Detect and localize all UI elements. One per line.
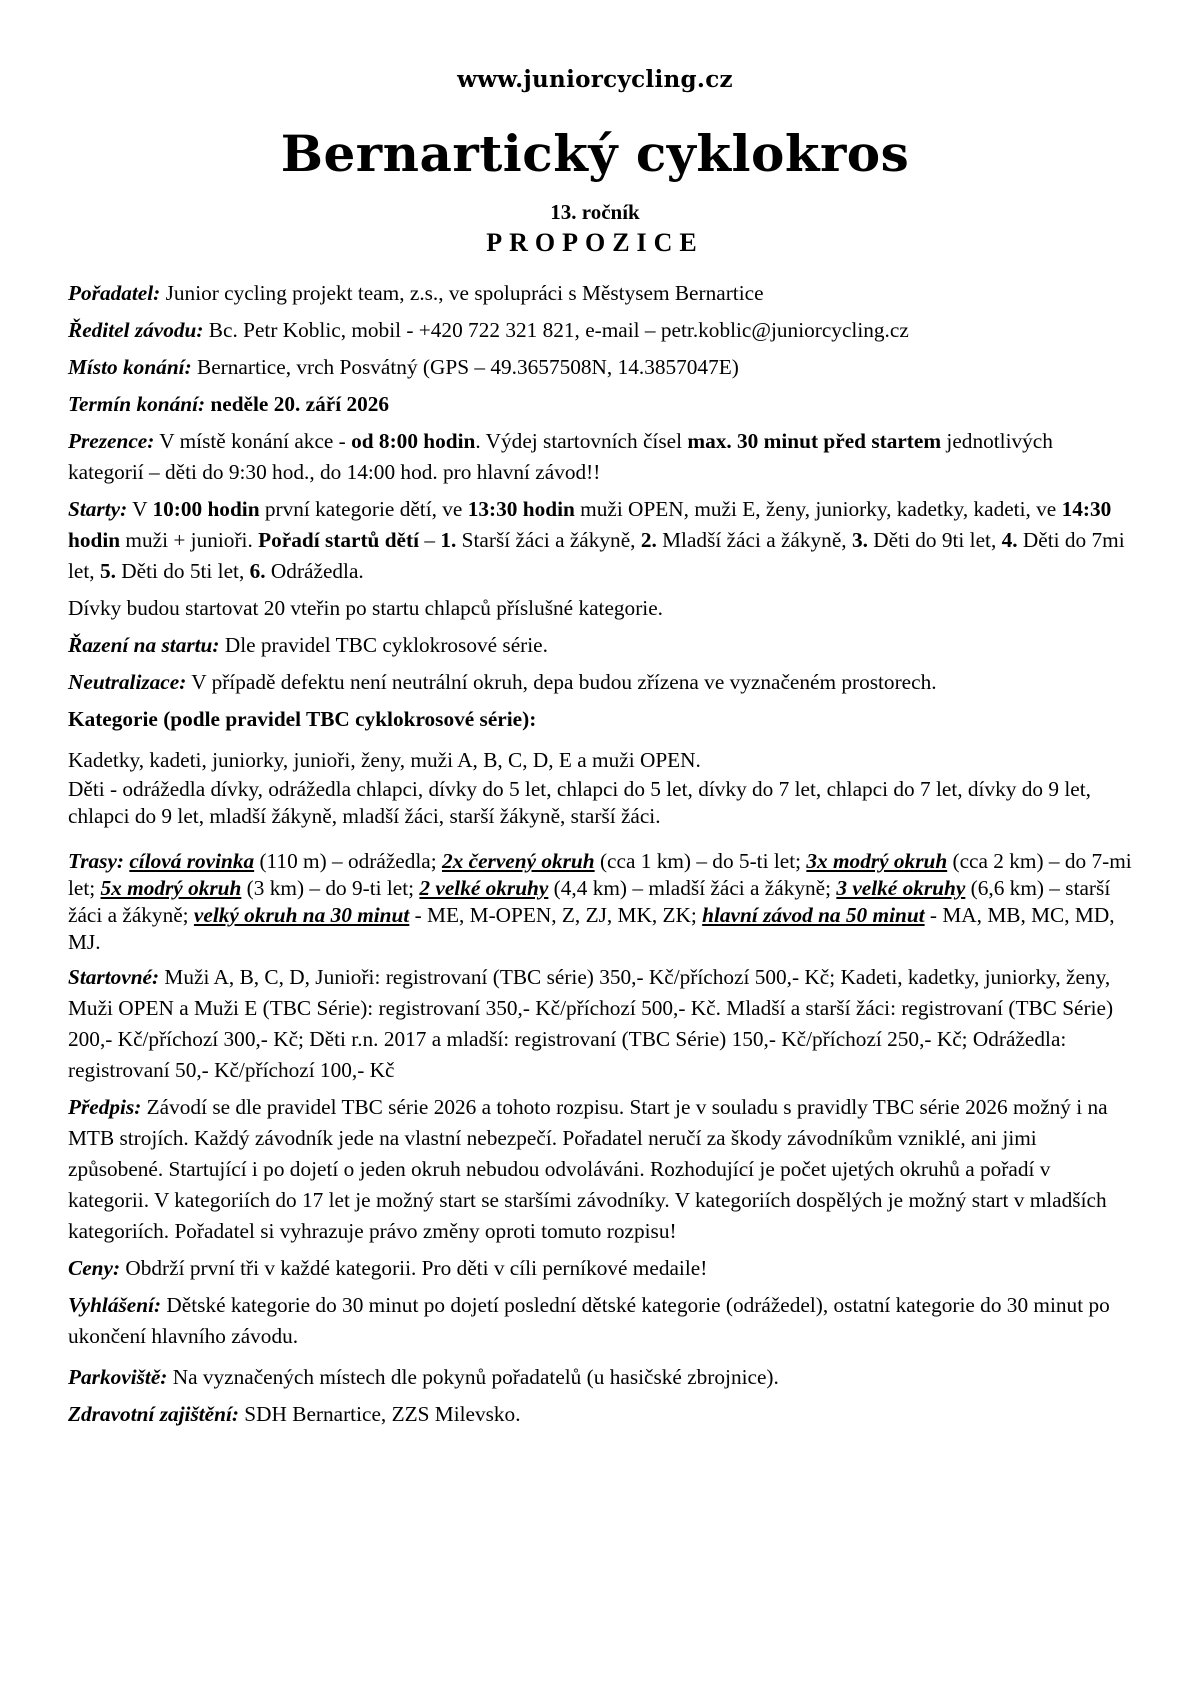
routes-paragraph	[68, 848, 1132, 956]
order-number: 6.	[249, 559, 266, 583]
registration-time: od 8:00 hodin	[351, 429, 476, 453]
neutralization-label: Neutralizace:	[68, 670, 187, 694]
parking-paragraph	[68, 1362, 1132, 1393]
route-name: 5x modrý okruh	[100, 876, 242, 900]
start-order-text: Dle pravidel TBC cyklokrosové série.	[219, 633, 548, 657]
entry-fee-label: Startovné:	[68, 965, 160, 989]
start-time: 14:30 hodin	[68, 497, 1112, 552]
medical-label: Zdravotní zajištění:	[68, 1402, 239, 1426]
starts-text: Mladší žáci a žákyně,	[656, 528, 852, 552]
route-name: 2 velké okruhy	[419, 876, 549, 900]
registration-deadline: max. 30 minut před startem	[687, 429, 942, 453]
prizes-text: Obdrží první tři v každé kategorii. Pro děti v cíli perníkové medaile!	[120, 1256, 708, 1280]
registration-text: V místě konání akce -	[154, 429, 352, 453]
start-order-paragraph	[68, 630, 1132, 661]
page-title: Bernartický cyklokros	[280, 124, 910, 183]
starts-text: muži + junioři.	[120, 528, 259, 552]
categories-children: Děti - odrážedla dívky, odrážedla chlapci, dívky do 5 let, chlapci do 5 let, dívky do 7 let, chlapci do 7 let, dívky do 9 let, chlapci do 9 let, mladší žákyně, mladší žáci, starší žákyně, starší žáci.	[68, 777, 1091, 828]
medical-paragraph	[68, 1399, 1132, 1430]
starts-text: Odrážedla.	[265, 559, 364, 583]
document-body	[68, 278, 1132, 1436]
route-text: (cca 1 km) – do 5-ti let;	[594, 849, 807, 873]
entry-fee-text: Muži A, B, C, D, Junioři: registrovaní (TBC série) 350,- Kč/příchozí 500,- Kč; Kadeti, kadetky, juniorky, ženy, Muži OPEN a Muži E (TBC Série): registrovaní 350,- Kč/příchozí 500,- Kč. Mladší a starší žáci: registrovaní (TBC Série) 200,- Kč/příchozí 300,- Kč; Děti r.n. 2017 a mladší: registrovaní (TBC Série) 150,- Kč/příchozí 250,- Kč; Odrážedla: registrovaní 50,- Kč/příchozí 100,- Kč	[68, 965, 1114, 1082]
starts-text: Starší žáci a žákyně,	[456, 528, 641, 552]
organizer-label: Pořadatel:	[68, 281, 161, 305]
categories-heading: Kategorie (podle pravidel TBC cyklokrosové série):	[68, 707, 537, 731]
prizes-label: Ceny:	[68, 1256, 121, 1280]
rules-text: Závodí se dle pravidel TBC série 2026 a tohoto rozpisu. Start je v souladu s pravidly TBC série 2026 možný i na MTB strojích. Každý závodník jede na vlastní nebezpečí. Pořadatel neručí za škody závodníkům vzniklé, ani jimi způsobené. Startující i po dojetí o jeden okruh nebudou odvoláváni. Rozhodující je počet ujetých okruhů a pořadí v kategorii. V kategoriích do 17 let je možný start se staršími závodníky. V kategoriích dospělých je možný start v mladších kategoriích. Pořadatel si vyhrazuje právo změny oproti tomuto rozpisu!	[68, 1095, 1108, 1243]
edition-label: 13. ročník	[550, 200, 640, 224]
route-name: 2x červený okruh	[442, 849, 595, 873]
route-name: velký okruh na 30 minut	[193, 903, 410, 927]
starts-text: muži OPEN, muži E, ženy, juniorky, kadetky, kadeti, ve	[574, 497, 1062, 521]
starts-text: –	[419, 528, 441, 552]
director-label: Ředitel závodu:	[68, 318, 204, 342]
neutralization-paragraph	[68, 667, 1132, 698]
rules-label: Předpis:	[68, 1095, 142, 1119]
director-text: Bc. Petr Koblic, mobil - +420 722 321 821, e-mail – petr.koblic@juniorcycling.cz	[203, 318, 909, 342]
starts-text: první kategorie dětí, ve	[259, 497, 468, 521]
medical-text: SDH Bernartice, ZZS Milevsko.	[238, 1402, 521, 1426]
venue-paragraph	[68, 352, 1132, 383]
order-number: 3.	[851, 528, 868, 552]
announcement-text: Dětské kategorie do 30 minut po dojetí poslední dětské kategorie (odrážedel), ostatní kategorie do 30 minut po ukončení hlavního závodu.	[68, 1293, 1110, 1348]
starts-text: Děti do 7mi let,	[68, 528, 1125, 583]
registration-text: jednotlivých kategorií – děti do 9:30 hod., do 14:00 hod. pro hlavní závod!!	[68, 429, 1053, 484]
girls-start-note: Dívky budou startovat 20 vteřin po startu chlapců příslušné kategorie.	[68, 596, 663, 620]
start-order-label: Řazení na startu:	[68, 633, 220, 657]
website-url[interactable]: www.juniorcycling.cz	[457, 66, 733, 93]
organizer-paragraph	[68, 278, 1132, 309]
starts-text: V	[127, 497, 153, 521]
registration-label: Prezence:	[68, 429, 155, 453]
starts-paragraph	[68, 494, 1132, 587]
document-subtitle: PROPOZICE	[486, 228, 704, 257]
route-text: (110 m) – odrážedla;	[254, 849, 442, 873]
route-name: 3 velké okruhy	[836, 876, 966, 900]
children-order-label: Pořadí startů dětí	[258, 528, 420, 552]
route-text: (cca 2 km) – do 7-mi let;	[68, 849, 1132, 900]
neutralization-text: V případě defektu není neutrální okruh, depa budou zřízena ve vyznačeném prostorech.	[186, 670, 937, 694]
entry-fee-paragraph	[68, 962, 1132, 1086]
venue-label: Místo konání:	[68, 355, 192, 379]
registration-paragraph	[68, 426, 1132, 488]
route-name: 3x modrý okruh	[806, 849, 948, 873]
date-value: neděle 20. září 2026	[205, 392, 390, 416]
parking-label: Parkoviště:	[68, 1365, 168, 1389]
order-number: 1.	[440, 528, 457, 552]
rules-paragraph	[68, 1092, 1132, 1247]
prizes-paragraph	[68, 1253, 1132, 1284]
route-name: cílová rovinka	[129, 849, 255, 873]
organizer-text: Junior cycling projekt team, z.s., ve spolupráci s Městysem Bernartice	[160, 281, 764, 305]
start-time: 10:00 hodin	[152, 497, 260, 521]
route-text: (6,6 km) – starší žáci a žákyně;	[68, 876, 1111, 927]
order-number: 2.	[640, 528, 657, 552]
director-paragraph	[68, 315, 1132, 346]
route-text: - ME, M-OPEN, Z, ZJ, MK, ZK;	[409, 903, 703, 927]
categories-adults: Kadetky, kadeti, juniorky, junioři, ženy, muži A, B, C, D, E a muži OPEN.	[68, 748, 701, 772]
starts-label: Starty:	[68, 497, 128, 521]
routes-label: Trasy:	[68, 849, 124, 873]
order-number: 5.	[99, 559, 116, 583]
venue-text: Bernartice, vrch Posvátný (GPS – 49.3657508N, 14.3857047E)	[191, 355, 739, 379]
registration-text: . Výdej startovních čísel	[475, 429, 688, 453]
announcement-label: Vyhlášení:	[68, 1293, 162, 1317]
route-name: hlavní závod na 50 minut	[702, 903, 925, 927]
route-text: - MA, MB, MC, MD, MJ.	[68, 903, 1115, 954]
parking-text: Na vyznačených místech dle pokynů pořadatelů (u hasičské zbrojnice).	[167, 1365, 779, 1389]
date-paragraph	[68, 389, 1132, 420]
order-number: 4.	[1001, 528, 1018, 552]
starts-text: Děti do 9ti let,	[867, 528, 1002, 552]
route-text: (4,4 km) – mladší žáci a žákyně;	[548, 876, 837, 900]
date-label: Termín konání:	[68, 392, 206, 416]
route-text: (3 km) – do 9-ti let;	[241, 876, 420, 900]
announcement-paragraph	[68, 1290, 1132, 1352]
start-time: 13:30 hodin	[467, 497, 575, 521]
starts-text: Děti do 5ti let,	[115, 559, 250, 583]
